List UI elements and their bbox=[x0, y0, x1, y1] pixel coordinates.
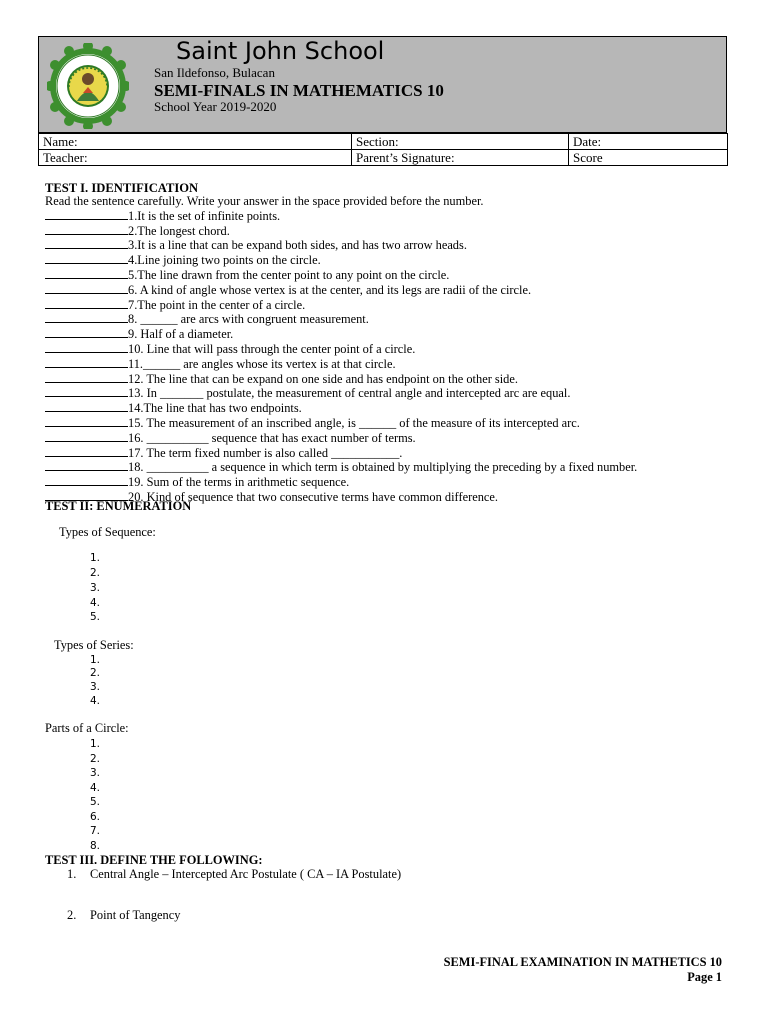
question-text: 7.The point in the center of a circle. bbox=[128, 297, 306, 312]
question-row bbox=[45, 327, 735, 342]
question-text: 12. The line that can be expand on one side and has endpoint on the other side. bbox=[128, 371, 518, 386]
answer-blank[interactable] bbox=[45, 298, 128, 309]
answer-blank[interactable] bbox=[45, 446, 128, 457]
question-text: 16. __________ sequence that has exact number of terms. bbox=[128, 430, 416, 445]
question-row bbox=[45, 372, 735, 387]
question-row bbox=[45, 224, 735, 239]
answer-blank[interactable] bbox=[45, 209, 128, 220]
enum-item[interactable]: 8. bbox=[90, 840, 101, 852]
school-seal-icon bbox=[47, 43, 129, 129]
answer-blank[interactable] bbox=[45, 312, 128, 323]
enum-item[interactable]: 4. bbox=[90, 695, 101, 707]
question-row bbox=[45, 238, 735, 253]
answer-blank[interactable] bbox=[45, 372, 128, 383]
question-text: 2.The longest chord. bbox=[128, 223, 230, 238]
question-text: 3.It is a line that can be expand both sides, and has two arrow heads. bbox=[128, 238, 467, 253]
school-name: Saint John School bbox=[176, 37, 385, 65]
score-field[interactable]: Score bbox=[569, 150, 728, 166]
define-item-number: 1. bbox=[67, 867, 77, 881]
parent-signature-field[interactable]: Parent’s Signature: bbox=[352, 150, 569, 166]
question-row bbox=[45, 401, 735, 416]
question-row bbox=[45, 312, 735, 327]
answer-blank[interactable] bbox=[45, 238, 128, 249]
question-row bbox=[45, 416, 735, 431]
page-number: Page 1 bbox=[687, 970, 722, 984]
question-text: 10. Line that will pass through the center point of a circle. bbox=[128, 341, 416, 356]
question-text: 4.Line joining two points on the circle. bbox=[128, 253, 321, 268]
question-row bbox=[45, 283, 735, 298]
school-header bbox=[38, 36, 727, 133]
answer-blank[interactable] bbox=[45, 431, 128, 442]
question-text: 1.It is the set of infinite points. bbox=[128, 208, 281, 223]
define-item-text: Central Angle – Intercepted Arc Postulate ( CA – IA Postulate) bbox=[90, 867, 402, 881]
teacher-field[interactable]: Teacher: bbox=[39, 150, 352, 166]
enum-item[interactable]: 1. bbox=[90, 738, 101, 750]
enum-item[interactable]: 1. bbox=[90, 654, 101, 666]
enum-item[interactable]: 2. bbox=[90, 567, 101, 579]
define-item-number: 2. bbox=[67, 908, 77, 922]
question-row bbox=[45, 253, 735, 268]
test-2-title: TEST II: ENUMERATION bbox=[45, 499, 192, 513]
question-text: 11.______ are angles whose its vertex is at that circle. bbox=[128, 356, 396, 371]
answer-blank[interactable] bbox=[45, 475, 128, 486]
answer-blank[interactable] bbox=[45, 224, 128, 235]
enum-item[interactable]: 5. bbox=[90, 611, 101, 623]
enum-group-label-series: Types of Series: bbox=[54, 638, 134, 652]
question-row bbox=[45, 431, 735, 446]
enum-group-label-circle: Parts of a Circle: bbox=[45, 721, 129, 735]
info-row bbox=[39, 150, 728, 166]
question-row bbox=[45, 342, 735, 357]
question-text: 15. The measurement of an inscribed angle, is ______ of the measure of its intercepted arc. bbox=[128, 415, 580, 430]
answer-blank[interactable] bbox=[45, 401, 128, 412]
question-text: 6. A kind of angle whose vertex is at the center, and its legs are radii of the circle. bbox=[128, 282, 532, 297]
test-3-title: TEST III. DEFINE THE FOLLOWING: bbox=[45, 853, 263, 867]
question-row bbox=[45, 386, 735, 401]
exam-title: SEMI-FINALS IN MATHEMATICS 10 bbox=[154, 81, 444, 100]
question-text: 18. __________ a sequence in which term is obtained by multiplying the preceding by a fixed number. bbox=[128, 460, 638, 475]
answer-blank[interactable] bbox=[45, 386, 128, 397]
question-list bbox=[45, 209, 735, 505]
date-field[interactable]: Date: bbox=[569, 134, 728, 150]
enum-item[interactable]: 3. bbox=[90, 681, 101, 693]
question-row bbox=[45, 357, 735, 372]
enum-item[interactable]: 2. bbox=[90, 667, 101, 679]
test-1-title: TEST I. IDENTIFICATION bbox=[45, 181, 199, 195]
test-1-instruction: Read the sentence carefully. Write your answer in the space provided before the number. bbox=[45, 194, 484, 208]
enum-item[interactable]: 1. bbox=[90, 552, 101, 564]
enum-item[interactable]: 4. bbox=[90, 597, 101, 609]
question-text: 8. ______ are arcs with congruent measurement. bbox=[128, 312, 369, 327]
enum-item[interactable]: 2. bbox=[90, 753, 101, 765]
school-location: San Ildefonso, Bulacan bbox=[154, 65, 275, 80]
name-field[interactable]: Name: bbox=[39, 134, 352, 150]
student-info-table bbox=[38, 133, 728, 166]
question-row bbox=[45, 446, 735, 461]
test-1-section bbox=[45, 181, 735, 505]
enum-item[interactable]: 5. bbox=[90, 796, 101, 808]
answer-blank[interactable] bbox=[45, 283, 128, 294]
enum-item[interactable]: 4. bbox=[90, 782, 101, 794]
question-text: 14.The line that has two endpoints. bbox=[128, 401, 302, 416]
question-text: 19. Sum of the terms in arithmetic sequence. bbox=[128, 475, 350, 490]
answer-blank[interactable] bbox=[45, 416, 128, 427]
question-text: 20. Kind of sequence that two consecutive terms have common difference. bbox=[128, 489, 498, 504]
answer-blank[interactable] bbox=[45, 327, 128, 338]
answer-blank[interactable] bbox=[45, 460, 128, 471]
answer-blank[interactable] bbox=[45, 253, 128, 264]
question-row bbox=[45, 298, 735, 313]
define-item-text: Point of Tangency bbox=[90, 908, 181, 922]
question-row bbox=[45, 268, 735, 283]
question-row bbox=[45, 460, 735, 475]
enum-item[interactable]: 7. bbox=[90, 825, 101, 837]
footer-title: SEMI-FINAL EXAMINATION IN MATHETICS 10 bbox=[443, 955, 722, 969]
school-year: School Year 2019-2020 bbox=[154, 99, 277, 114]
answer-blank[interactable] bbox=[45, 342, 128, 353]
question-row bbox=[45, 475, 735, 490]
question-text: 5.The line drawn from the center point to any point on the circle. bbox=[128, 267, 450, 282]
question-text: 9. Half of a diameter. bbox=[128, 327, 234, 342]
info-row bbox=[39, 134, 728, 150]
enum-group-label-sequence: Types of Sequence: bbox=[59, 525, 156, 539]
section-field[interactable]: Section: bbox=[352, 134, 569, 150]
enum-item[interactable]: 6. bbox=[90, 811, 101, 823]
answer-blank[interactable] bbox=[45, 357, 128, 368]
question-text: 13. In _______ postulate, the measurement of central angle and intercepted arc are equal. bbox=[128, 386, 571, 401]
question-row bbox=[45, 209, 735, 224]
question-text: 17. The term fixed number is also called ___________. bbox=[128, 445, 403, 460]
enum-item[interactable]: 3. bbox=[90, 582, 101, 594]
answer-blank[interactable] bbox=[45, 268, 128, 279]
enum-item[interactable]: 3. bbox=[90, 767, 101, 779]
